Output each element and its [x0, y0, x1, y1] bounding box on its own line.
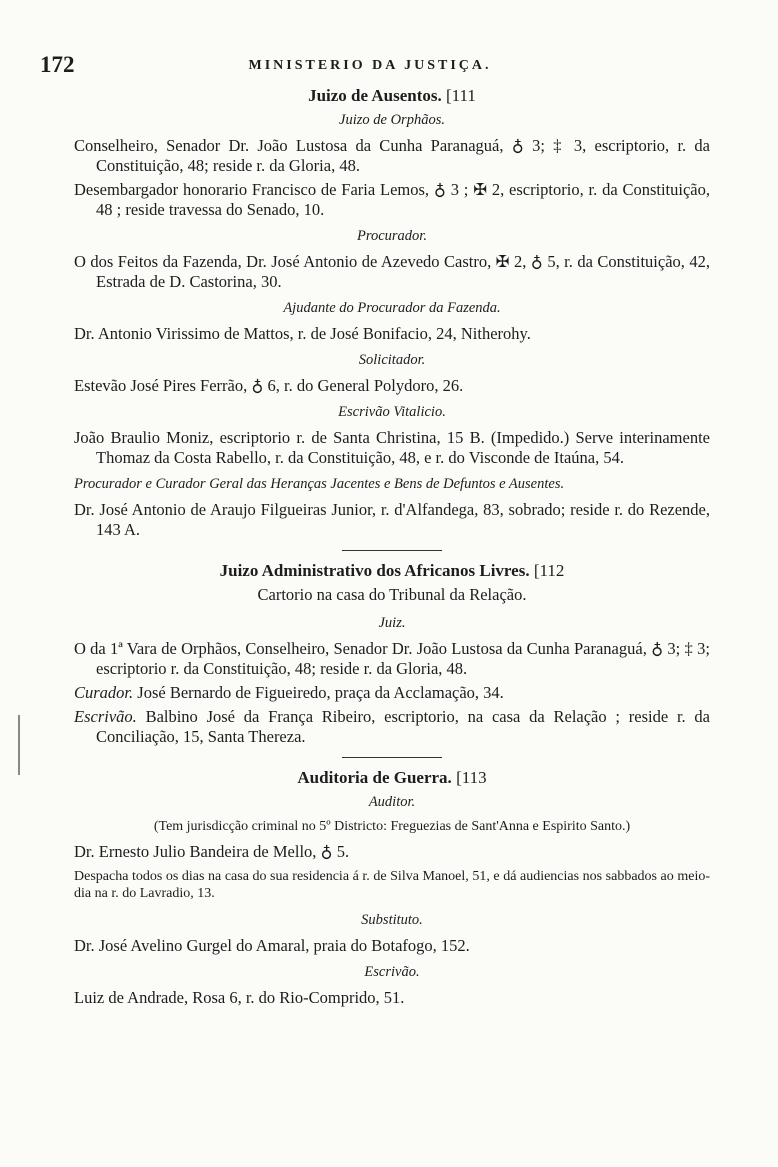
section-ref: [111 — [446, 86, 476, 105]
entry-label: Escrivão. — [74, 707, 137, 726]
page-header — [40, 52, 740, 82]
subheading: Ajudante do Procurador da Fazenda. — [283, 300, 501, 316]
section-title-africanos: Juizo Administrativo dos Africanos Livres. [112 — [219, 561, 565, 580]
entry: Dr. Ernesto Julio Bandeira de Mello, ♁ 5. — [74, 842, 350, 861]
page-number: 172 — [40, 52, 75, 77]
cartorio-line: Cartorio na casa do Tribunal da Relação. — [257, 585, 527, 604]
subheading: Escrivão Vitalicio. — [338, 404, 446, 420]
jurisdiction-note: (Tem jurisdicção criminal no 5º Districto: Freguezias de Sant'Anna e Espirito Santo.) — [153, 819, 631, 834]
divider — [342, 757, 442, 758]
subheading: Substituto. — [361, 912, 423, 928]
entry: João Braulio Moniz, escriptorio r. de Santa Christina, 15 B. (Impedido.) Serve interinamente Thomaz da Costa Rabello, r. da Constituição, 48, e r. do Visconde de Itaúna, 54. — [74, 428, 710, 467]
entry: Dr. Antonio Virissimo de Mattos, r. de José Bonifacio, 24, Nitherohy. — [74, 324, 531, 343]
entry: Desembargador honorario Francisco de Faria Lemos, ♁ 3 ; ✠ 2, escriptorio, r. da Constituição, 48 ; reside travessa do Senado, 10. — [74, 180, 710, 219]
entry: Luiz de Andrade, Rosa 6, r. do Rio-Comprido, 51. — [74, 988, 405, 1007]
subheading: Juiz. — [378, 615, 406, 631]
running-title: MINISTERIO DA JUSTIÇA. — [248, 58, 492, 73]
entry: Curador. José Bernardo de Figueiredo, praça da Acclamação, 34. — [74, 683, 504, 702]
entry: Dr. José Avelino Gurgel do Amaral, praia do Botafogo, 152. — [74, 936, 470, 955]
entry: O dos Feitos da Fazenda, Dr. José Antonio de Azevedo Castro, ✠ 2, ♁ 5, r. da Constituição, 42, Estrada de D. Castorina, 30. — [74, 252, 710, 291]
subheading: Procurador e Curador Geral das Heranças Jacentes e Bens de Defuntos e Ausentes. — [74, 476, 565, 492]
entry: Estevão José Pires Ferrão, ♁ 6, r. do General Polydoro, 26. — [74, 376, 464, 395]
margin-mark — [18, 715, 20, 775]
text-column — [74, 84, 710, 1014]
subheading: Escrivão. — [364, 964, 420, 980]
entry-label: Curador. — [74, 683, 134, 702]
subheading: Solicitador. — [358, 352, 426, 368]
notice-text: Despacha todos os dias na casa do sua residencia á r. de Silva Manoel, 51, e dá audiencias nos sabbados ao meio-dia na r. do Lavradio, 13. — [74, 869, 710, 901]
divider — [342, 550, 442, 551]
entry: Escrivão. Balbino José da França Ribeiro, escriptorio, na casa da Relação ; reside r. da Conciliação, 15, Santa Thereza. — [74, 707, 710, 746]
subheading: Procurador. — [357, 228, 427, 244]
entry: Dr. José Antonio de Araujo Filgueiras Junior, r. d'Alfandega, 83, sobrado; reside r. do Rezende, 143 A. — [74, 500, 710, 539]
section-ref: [112 — [533, 561, 565, 580]
section-title-auditoria: Auditoria de Guerra. [113 — [297, 768, 487, 787]
section-ref: [113 — [456, 768, 487, 787]
subheading: Auditor. — [368, 794, 416, 810]
subheading: Juizo de Orphãos. — [339, 112, 445, 128]
entry: Conselheiro, Senador Dr. João Lustosa da Cunha Paranaguá, ♁ 3; ‡ 3, escriptorio, r. da Constituição, 48; reside r. da Gloria, 48. — [74, 136, 710, 175]
section-title-ausentes: Juizo de Ausentos. [111 — [308, 86, 476, 105]
entry: O da 1ª Vara de Orphãos, Conselheiro, Senador Dr. João Lustosa da Cunha Paranaguá, ♁ 3; ‡ 3; escriptorio r. da Constituição, 48; reside r. da Gloria, 48. — [74, 639, 710, 678]
